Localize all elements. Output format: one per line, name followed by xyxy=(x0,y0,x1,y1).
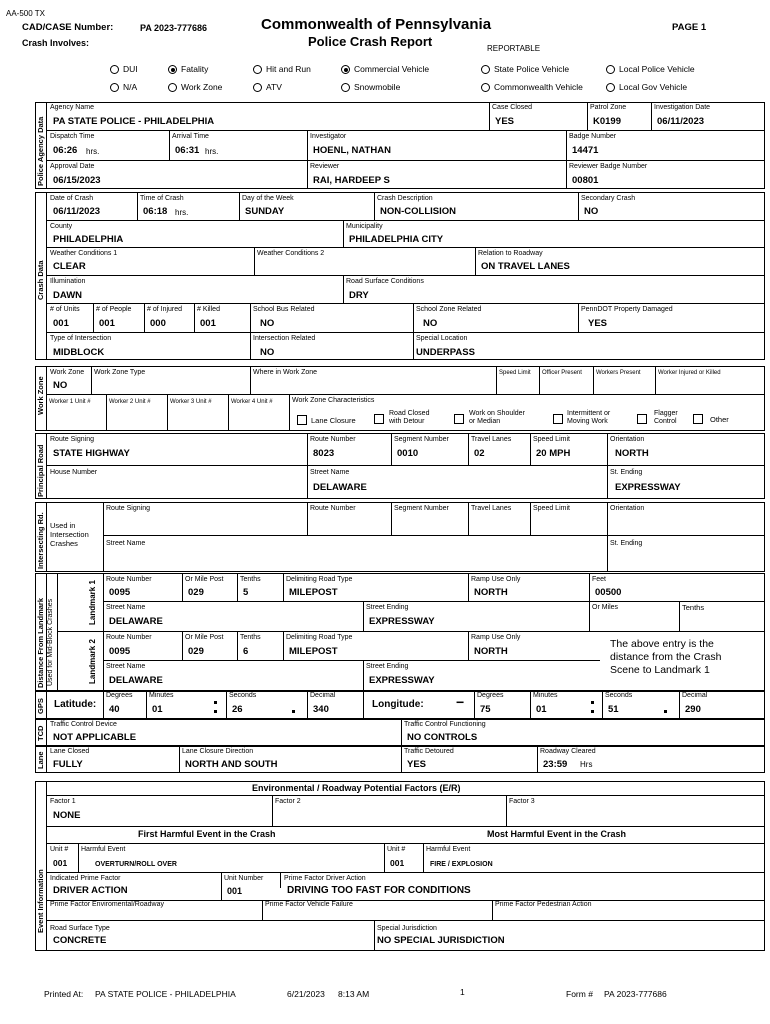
l1-mile: 029 xyxy=(188,587,204,598)
arrival-time-label: Arrival Time xyxy=(172,133,209,140)
int-route-signing-label: Route Signing xyxy=(106,505,150,512)
intermittent-label-1: Intermittent or xyxy=(567,410,611,417)
weather1: CLEAR xyxy=(53,261,86,272)
juris: NO SPECIAL JURISDICTION xyxy=(377,935,505,946)
feet-label: Feet xyxy=(592,576,607,583)
footer-date: 6/21/2023 xyxy=(287,989,325,999)
lat-dot-1 xyxy=(214,701,217,704)
worker4-label: Worker 4 Unit # xyxy=(231,399,273,405)
county-label: County xyxy=(50,223,73,230)
int-lanes-label: Travel Lanes xyxy=(471,505,512,512)
landmark-note-1: The above entry is the xyxy=(610,638,714,650)
investigation-date-label: Investigation Date xyxy=(654,104,711,111)
involves-work-zone-label: Work Zone xyxy=(181,82,223,92)
reviewer: RAI, HARDEEP S xyxy=(313,175,390,186)
county: PHILADELPHIA xyxy=(53,234,124,245)
landmark-note-2: distance from the Crash xyxy=(610,651,722,663)
shoulder-label-2: or Median xyxy=(469,418,501,425)
involves-commonwealth-vehicle-label: Commonwealth Vehicle xyxy=(494,82,583,92)
first-unit: 001 xyxy=(53,858,68,868)
crash-desc: NON-COLLISION xyxy=(380,206,456,217)
lane-closed-label: Lane Closed xyxy=(50,748,90,755)
speed: 20 MPH xyxy=(536,448,571,459)
lat-deg: 40 xyxy=(109,704,120,715)
speed-label: Speed Limit xyxy=(533,436,570,443)
secondary: NO xyxy=(584,206,599,217)
factor1: NONE xyxy=(53,810,81,821)
surface: DRY xyxy=(349,290,369,301)
lat-label: Latitude: xyxy=(54,699,97,710)
agency-name-label: Agency Name xyxy=(50,104,94,111)
crash-hrs: hrs. xyxy=(175,208,189,217)
crash-involves-label: Crash Involves: xyxy=(22,38,90,48)
miles-label: Or Miles xyxy=(592,604,619,611)
cleared-hrs: Hrs xyxy=(580,760,593,769)
involves-local-gov-vehicle-label: Local Gov Vehicle xyxy=(619,82,688,92)
page-number: PAGE 1 xyxy=(672,22,707,33)
lon-label: Longitude: xyxy=(372,699,424,710)
footer-form-label: Form # xyxy=(566,989,593,999)
footer-time: 8:13 AM xyxy=(338,989,370,999)
involves-local-police-vehicle-label: Local Police Vehicle xyxy=(619,64,695,74)
int-segment-label: Segment Number xyxy=(394,505,449,512)
reviewer-badge-label: Reviewer Badge Number xyxy=(569,163,648,170)
crash-date: 06/11/2023 xyxy=(53,206,101,217)
wz-char-label: Work Zone Characteristics xyxy=(292,397,375,404)
lat-sec: 26 xyxy=(232,704,243,715)
l2-ramp-label: Ramp Use Only xyxy=(471,634,521,641)
involves-local-gov-vehicle-radio[interactable] xyxy=(606,83,615,92)
int-ending-label: St. Ending xyxy=(610,540,643,547)
ending-label: St. Ending xyxy=(610,469,643,476)
l2-street: DELAWARE xyxy=(109,675,163,686)
l1-ending-label: Street Ending xyxy=(366,604,409,611)
involves-hit-and-run-label: Hit and Run xyxy=(266,64,311,74)
lanes-label: Travel Lanes xyxy=(471,436,512,443)
l2-mile: 029 xyxy=(188,646,204,657)
landmark-subsection-label: Used for Mid-Block Crashes xyxy=(47,598,54,686)
lane-dir-label: Lane Closure Direction xyxy=(182,748,254,755)
l1-tenths: 5 xyxy=(243,587,249,598)
lane-closure-checkbox[interactable] xyxy=(297,415,307,425)
landmark-note-3: Scene to Landmark 1 xyxy=(610,664,710,676)
approval-date: 06/15/2023 xyxy=(53,175,101,186)
road-closed-checkbox[interactable] xyxy=(374,414,384,424)
lane-section xyxy=(35,746,765,773)
weather1-label: Weather Conditions 1 xyxy=(50,250,118,257)
lat-dec-label: Decimal xyxy=(310,692,336,699)
crash-time: 06:18 xyxy=(143,206,168,217)
lane-closed: FULLY xyxy=(53,759,83,770)
secondary-label: Secondary Crash xyxy=(581,195,636,202)
l1-route: 0095 xyxy=(109,587,131,598)
landmark1-label: Landmark 1 xyxy=(88,580,97,625)
wz: NO xyxy=(53,380,68,391)
arrival-hrs: hrs. xyxy=(205,147,219,156)
worker1-label: Worker 1 Unit # xyxy=(49,399,91,405)
schoolzone: NO xyxy=(423,318,438,329)
factor3-label: Factor 3 xyxy=(509,798,535,805)
units: 001 xyxy=(53,318,69,329)
l1-delim: MILEPOST xyxy=(289,587,338,598)
dow-label: Day of the Week xyxy=(242,195,294,202)
cad-value: PA 2023-777686 xyxy=(140,23,208,33)
injured: 000 xyxy=(150,318,166,329)
cleared: 23:59 xyxy=(543,759,568,770)
footer-page: 1 xyxy=(460,987,465,997)
lon-sign: − xyxy=(456,694,465,710)
surface-type-label: Road Surface Type xyxy=(50,925,110,932)
lon-dec: 290 xyxy=(685,704,701,715)
gps-section-label: GPS xyxy=(36,698,45,714)
l2-ramp: NORTH xyxy=(474,646,508,657)
relation: ON TRAVEL LANES xyxy=(481,261,570,272)
case-closed: YES xyxy=(495,116,515,127)
wz-label: Work Zone xyxy=(50,369,85,376)
involves-commercial-vehicle-radio[interactable] xyxy=(341,65,350,74)
first-event: OVERTURN/ROLL OVER xyxy=(95,861,177,868)
l2-delim: MILEPOST xyxy=(289,646,338,657)
involves-n-a-label: N/A xyxy=(123,82,138,92)
l2-route-label: Route Number xyxy=(106,634,152,641)
form-subtitle: Police Crash Report xyxy=(308,34,433,49)
l1-ramp: NORTH xyxy=(474,587,508,598)
crash-date-label: Date of Crash xyxy=(50,195,94,202)
footer-printed-at: PA STATE POLICE - PHILADELPHIA xyxy=(95,989,236,999)
lon-sec-label: Seconds xyxy=(605,692,633,699)
involves-atv-label: ATV xyxy=(266,82,282,92)
house-label: House Number xyxy=(50,469,98,476)
orientation: NORTH xyxy=(615,448,649,459)
l1-delim-label: Delimiting Road Type xyxy=(286,576,353,583)
wz-speed-label: Speed Limit xyxy=(499,370,531,376)
most-harmful-title: Most Harmful Event in the Crash xyxy=(487,829,627,839)
footer-printed-label: Printed At: xyxy=(44,989,84,999)
lane-closure-label: Lane Closure xyxy=(311,416,356,425)
relation-label: Relation to Roadway xyxy=(478,250,543,257)
street-label: Street Name xyxy=(310,469,350,476)
used-in-intersection-label: Used in Intersection Crashes xyxy=(50,521,89,548)
prime-unit-label: Unit Number xyxy=(224,875,264,882)
involves-commercial-vehicle-label: Commercial Vehicle xyxy=(354,64,430,74)
involves-dui-radio[interactable] xyxy=(110,65,119,74)
injured-label: # of Injured xyxy=(147,306,183,313)
landmark-section-label: Distance From Landmark xyxy=(36,597,45,688)
reviewer-label: Reviewer xyxy=(310,163,340,170)
involves-fatality-radio[interactable] xyxy=(168,65,177,74)
most-event: FIRE / EXPLOSION xyxy=(430,861,493,868)
lat-sec-label: Seconds xyxy=(229,692,257,699)
flagger-label-1: Flagger xyxy=(654,410,678,417)
worker2-label: Worker 2 Unit # xyxy=(109,399,151,405)
flagger-label-2: Control xyxy=(654,418,677,425)
env-title: Environmental / Roadway Potential Factors (E/R) xyxy=(252,783,461,793)
prime-unit: 001 xyxy=(227,886,243,896)
shoulder-checkbox[interactable] xyxy=(454,414,464,424)
patrol-zone-label: Patrol Zone xyxy=(590,104,627,111)
juris-label: Special Jurisdiction xyxy=(377,925,437,932)
surface-label: Road Surface Conditions xyxy=(346,278,424,285)
tcd-section xyxy=(35,719,765,746)
road-closed-label-1: Road Closed xyxy=(389,410,430,417)
special-loc-label: Special Location xyxy=(416,335,468,342)
segment: 0010 xyxy=(397,448,419,459)
l2-route: 0095 xyxy=(109,646,131,657)
lane-section-label: Lane xyxy=(36,751,45,769)
prime-label: Indicated Prime Factor xyxy=(50,875,121,882)
tcd-section-label: TCD xyxy=(36,725,45,741)
prime: DRIVER ACTION xyxy=(53,885,128,896)
ped-label: Prime Factor Pedestrian Action xyxy=(495,901,592,908)
l1-tenths-label: Tenths xyxy=(240,576,261,583)
l2-delim-label: Delimiting Road Type xyxy=(286,634,353,641)
involves-fatality-label: Fatality xyxy=(181,64,209,74)
lat-min: 01 xyxy=(152,704,163,715)
agency-section-label: Police Agency Data xyxy=(36,116,45,186)
wz-officer-label: Officer Present xyxy=(542,370,582,376)
reviewer-badge: 00801 xyxy=(572,175,599,186)
l1-street: DELAWARE xyxy=(109,616,163,627)
involves-local-police-vehicle-radio[interactable] xyxy=(606,65,615,74)
footer-form-no: PA 2023-777686 xyxy=(604,989,667,999)
case-closed-label: Case Closed xyxy=(492,104,533,111)
involves-work-zone-radio[interactable] xyxy=(168,83,177,92)
lon-dot-1 xyxy=(591,701,594,704)
wz-workers-label: Workers Present xyxy=(596,370,641,376)
intermittent-label-2: Moving Work xyxy=(567,418,608,425)
tcd-func-label: Traffic Control Functioning xyxy=(404,721,486,728)
badge: 14471 xyxy=(572,145,599,156)
landmark2-label: Landmark 2 xyxy=(88,639,97,684)
ending: EXPRESSWAY xyxy=(615,482,681,493)
wz-where-label: Where in Work Zone xyxy=(253,369,318,376)
worker3-label: Worker 3 Unit # xyxy=(170,399,212,405)
illum: DAWN xyxy=(53,290,83,301)
int-orientation-label: Orientation xyxy=(610,505,645,512)
lat-dot-3 xyxy=(292,710,295,713)
l2-street-label: Street Name xyxy=(106,663,146,670)
investigator: HOENL, NATHAN xyxy=(313,145,391,156)
lon-min-label: Minutes xyxy=(533,692,558,699)
int-route-number-label: Route Number xyxy=(310,505,356,512)
lat-dot-2 xyxy=(214,710,217,713)
bus-label: School Bus Related xyxy=(253,306,315,313)
wz-type-label: Work Zone Type xyxy=(94,369,146,376)
route-number-label: Route Number xyxy=(310,436,356,443)
lon-sec: 51 xyxy=(608,704,619,715)
patrol-zone: K0199 xyxy=(593,116,621,127)
intersection-related: NO xyxy=(260,347,275,358)
other-checkbox[interactable] xyxy=(693,414,703,424)
crash-section xyxy=(35,192,765,360)
driver-action-label: Prime Factor Driver Action xyxy=(284,875,366,882)
investigation-date: 06/11/2023 xyxy=(657,116,705,127)
driver-action: DRIVING TOO FAST FOR CONDITIONS xyxy=(287,885,471,896)
muni: PHILADELPHIA CITY xyxy=(349,234,444,245)
special-loc: UNDERPASS xyxy=(416,347,475,358)
l2-tenths: 6 xyxy=(243,646,249,657)
cleared-label: Roadway Cleared xyxy=(540,748,596,755)
tcd-device: NOT APPLICABLE xyxy=(53,732,137,743)
feet: 00500 xyxy=(595,587,622,598)
involves-snowmobile-radio[interactable] xyxy=(341,83,350,92)
crash-time-label: Time of Crash xyxy=(140,195,184,202)
tenths2-label: Tenths xyxy=(682,603,705,612)
penndot: YES xyxy=(588,318,608,329)
l2-tenths-label: Tenths xyxy=(240,634,261,641)
crash-section-label: Crash Data xyxy=(36,260,45,300)
first-unit-label: Unit # xyxy=(50,846,69,853)
badge-label: Badge Number xyxy=(569,133,617,140)
flagger-checkbox[interactable] xyxy=(637,414,647,424)
penndot-label: PennDOT Property Damaged xyxy=(581,306,673,313)
killed: 001 xyxy=(200,318,216,329)
route-signing: STATE HIGHWAY xyxy=(53,448,130,459)
involves-state-police-vehicle-radio[interactable] xyxy=(481,65,490,74)
first-event-label: Harmful Event xyxy=(81,846,126,853)
surface-type: CONCRETE xyxy=(53,935,107,946)
intersection-type-label: Type of Intersection xyxy=(50,335,112,342)
reportable-label: REPORTABLE xyxy=(487,44,541,53)
veh-fail-label: Prime Factor Vehicle Failure xyxy=(265,901,353,908)
lon-dot-2 xyxy=(591,710,594,713)
approval-date-label: Approval Date xyxy=(50,163,95,170)
most-event-label: Harmful Event xyxy=(426,846,471,853)
investigator-label: Investigator xyxy=(310,133,347,140)
weather2-label: Weather Conditions 2 xyxy=(257,250,325,257)
involves-state-police-vehicle-label: State Police Vehicle xyxy=(494,64,570,74)
involves-dui-label: DUI xyxy=(123,64,138,74)
l1-ramp-label: Ramp Use Only xyxy=(471,576,521,583)
agency-name: PA STATE POLICE - PHILADELPHIA xyxy=(53,116,215,127)
dispatch-time-label: Dispatch Time xyxy=(50,133,95,140)
road-closed-label-2: with Detour xyxy=(389,418,425,425)
dow: SUNDAY xyxy=(245,206,285,217)
lon-deg: 75 xyxy=(480,704,491,715)
involves-commonwealth-vehicle-radio[interactable] xyxy=(481,83,490,92)
l2-ending: EXPRESSWAY xyxy=(369,675,435,686)
l1-street-label: Street Name xyxy=(106,604,146,611)
intersection-type: MIDBLOCK xyxy=(53,347,105,358)
l1-route-label: Route Number xyxy=(106,576,152,583)
intermittent-checkbox[interactable] xyxy=(553,414,563,424)
lat-deg-label: Degrees xyxy=(106,692,133,699)
shoulder-label-1: Work on Shoulder xyxy=(469,410,525,417)
killed-label: # Killed xyxy=(197,306,220,313)
env-road-label: Prime Factor Enviromental/Roadway xyxy=(50,901,164,908)
involves-atv-radio[interactable] xyxy=(253,83,262,92)
people-label: # of People xyxy=(96,306,132,313)
tcd-func: NO CONTROLS xyxy=(407,732,478,743)
lon-dec-label: Decimal xyxy=(682,692,708,699)
dispatch-hrs: hrs. xyxy=(86,147,100,156)
involves-n-a-radio[interactable] xyxy=(110,83,119,92)
detoured-label: Traffic Detoured xyxy=(404,748,454,755)
int-speed-label: Speed Limit xyxy=(533,505,570,512)
l1-mile-label: Or Mile Post xyxy=(185,576,224,583)
l2-mile-label: Or Mile Post xyxy=(185,634,224,641)
factor2-label: Factor 2 xyxy=(275,798,301,805)
lat-min-label: Minutes xyxy=(149,692,174,699)
bus: NO xyxy=(260,318,275,329)
dispatch-time: 06:26 xyxy=(53,145,78,156)
lat-dec: 340 xyxy=(313,704,329,715)
workzone-section-label: Work Zone xyxy=(36,376,45,415)
crash-desc-label: Crash Description xyxy=(377,195,433,202)
most-unit: 001 xyxy=(390,858,405,868)
intersection-related-label: Intersection Related xyxy=(253,335,316,342)
l1-ending: EXPRESSWAY xyxy=(369,616,435,627)
intersecting-section-label: Intersecting Rd. xyxy=(36,512,45,569)
cad-label: CAD/CASE Number: xyxy=(22,22,114,33)
factor1-label: Factor 1 xyxy=(50,798,76,805)
involves-snowmobile-label: Snowmobile xyxy=(354,82,401,92)
route-signing-label: Route Signing xyxy=(50,436,94,443)
street: DELAWARE xyxy=(313,482,367,493)
int-street-label: Street Name xyxy=(106,540,146,547)
units-label: # of Units xyxy=(50,306,80,313)
lon-min: 01 xyxy=(536,704,547,715)
form-code: AA-500 TX xyxy=(6,9,45,18)
muni-label: Municipality xyxy=(346,223,383,230)
other-label: Other xyxy=(710,415,729,424)
orientation-label: Orientation xyxy=(610,436,645,443)
lon-deg-label: Degrees xyxy=(477,692,504,699)
involves-hit-and-run-radio[interactable] xyxy=(253,65,262,74)
detoured: YES xyxy=(407,759,427,770)
lanes: 02 xyxy=(474,448,485,459)
schoolzone-label: School Zone Related xyxy=(416,306,482,313)
most-unit-label: Unit # xyxy=(387,846,406,853)
lon-dot-3 xyxy=(664,710,667,713)
arrival-time: 06:31 xyxy=(175,145,200,156)
wz-injured-label: Worker Injured or Killed xyxy=(658,370,721,376)
principal-section-label: Principal Road xyxy=(36,444,45,497)
segment-label: Segment Number xyxy=(394,436,449,443)
event-section-label: Event Information xyxy=(36,869,45,933)
form-title: Commonwealth of Pennsylvania xyxy=(261,16,492,33)
lane-dir: NORTH AND SOUTH xyxy=(185,759,278,770)
route-number: 8023 xyxy=(313,448,335,459)
people: 001 xyxy=(99,318,115,329)
first-harmful-title: First Harmful Event in the Crash xyxy=(138,829,276,839)
illum-label: Illumination xyxy=(50,278,86,285)
l2-ending-label: Street Ending xyxy=(366,663,409,670)
tcd-device-label: Traffic Control Device xyxy=(50,721,117,728)
